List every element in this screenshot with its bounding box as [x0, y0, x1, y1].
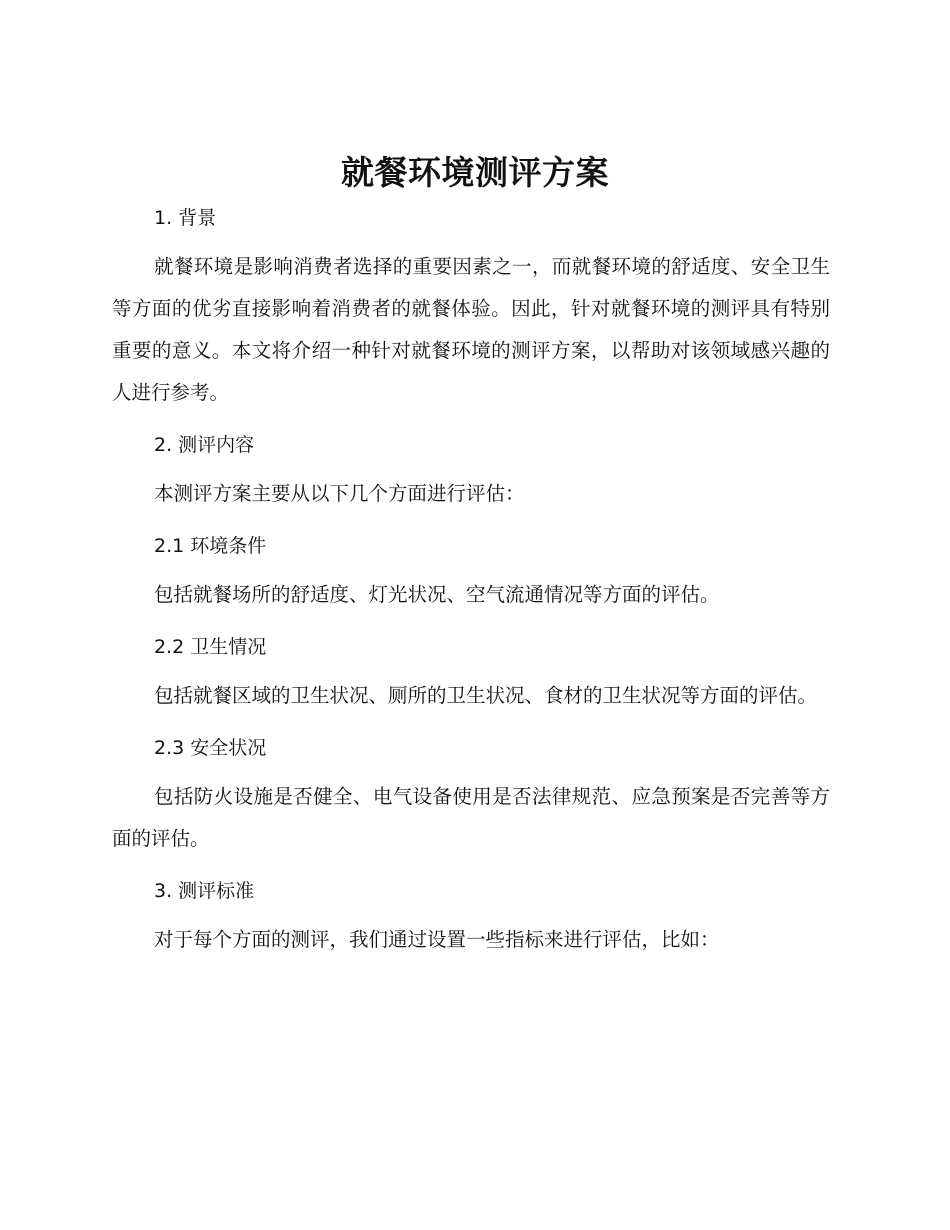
section-heading-safety: 2.3 安全状况 [154, 737, 267, 759]
section-heading-environment-conditions: 2.1 环境条件 [154, 535, 267, 557]
section-heading-hygiene: 2.2 卫生情况 [154, 636, 267, 658]
document-title: 就餐环境测评方案 [341, 153, 609, 192]
paragraph-evaluation-intro: 本测评方案主要从以下几个方面进行评估： [154, 482, 525, 505]
document-body [112, 198, 830, 972]
paragraph-hygiene: 包括就餐区域的卫生状况、厕所的卫生状况、食材的卫生状况等方面的评估。 [154, 684, 818, 707]
section-heading-evaluation-standards: 3. 测评标准 [154, 880, 255, 902]
section-heading-background: 1. 背景 [154, 207, 217, 229]
paragraph-environment-conditions: 包括就餐场所的舒适度、灯光状况、空气流通情况等方面的评估。 [154, 583, 720, 606]
paragraph-background: 就餐环境是影响消费者选择的重要因素之一，而就餐环境的舒适度、安全卫生等方面的优劣直接影响着消费者的就餐体验。因此，针对就餐环境的测评具有特别重要的意义。本文将介绍一种针对就餐环境的测评方案，以帮助对该领域感兴趣的人进行参考。 [112, 255, 830, 404]
section-heading-evaluation-content: 2. 测评内容 [154, 434, 255, 456]
paragraph-safety: 包括防火设施是否健全、电气设备使用是否法律规范、应急预案是否完善等方面的评估。 [112, 785, 830, 850]
paragraph-evaluation-standards: 对于每个方面的测评，我们通过设置一些指标来进行评估，比如： [154, 928, 720, 951]
